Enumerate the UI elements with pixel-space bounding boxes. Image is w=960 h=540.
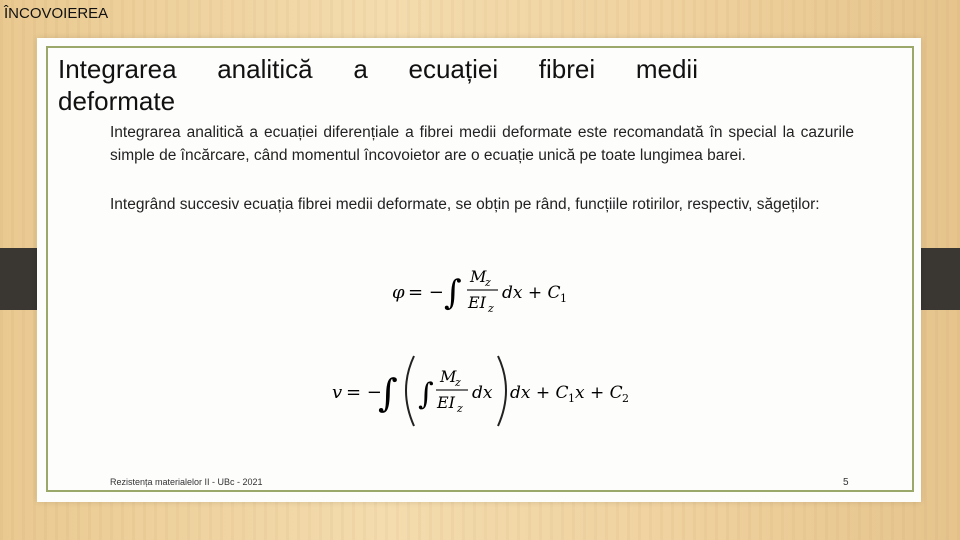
- formula2-inner-integral: ∫: [418, 377, 434, 412]
- deflection-formula: [330, 348, 650, 434]
- formula2-inner-dx: dx: [472, 383, 493, 403]
- formula1-denominator-sub: z: [488, 302, 494, 315]
- formula1-numerator-sub: z: [485, 276, 491, 289]
- formula2-outer-integral: ∫: [378, 371, 398, 415]
- formula2-right-paren: [498, 356, 506, 426]
- formula1-integral: ∫: [444, 273, 462, 313]
- formula1-dx: dx + C: [502, 283, 561, 303]
- formula2-tail2-sub: 2: [622, 392, 629, 405]
- formula2-tail2: x + C: [575, 383, 623, 403]
- paragraph-integration: Integrând succesiv ecuația fibrei medii deformate, se obțin pe rând, funcțiile rotirilor, respectiv, săgeților:: [110, 196, 820, 213]
- rotation-formula: [390, 262, 590, 322]
- slide-title: [58, 53, 698, 117]
- slide-title-line2: deformate: [58, 86, 176, 116]
- formula2-lhs: v: [332, 382, 343, 403]
- formula1-equals: = −: [408, 282, 444, 303]
- page-number: 5: [843, 477, 849, 488]
- formula1-numerator: M: [470, 267, 487, 286]
- formula2-numerator-sub: z: [455, 376, 461, 389]
- formula2-tail1-sub: 1: [568, 392, 575, 405]
- formula2-left-paren: [406, 356, 414, 426]
- slide-title-line1: Integrarea analitică a ecuației fibrei medii: [58, 54, 698, 84]
- formula2-tail1: dx + C: [510, 383, 569, 403]
- formula2-denominator: EI: [437, 393, 455, 412]
- formula1-denominator: EI: [468, 293, 486, 312]
- formula1-lhs: φ: [392, 282, 405, 303]
- formula1-const-sub: 1: [560, 292, 567, 305]
- formula2-numerator: M: [440, 367, 457, 386]
- formula2-denominator-sub: z: [457, 402, 463, 415]
- formula2-equals: = −: [346, 382, 382, 403]
- paragraph-intro: Integrarea analitică a ecuației diferențiale a fibrei medii deformate este recomandată în special la cazurile simple de încărcare, când momentul încovoietor are o ecuație unică pe toate lungimea barei.: [110, 124, 854, 164]
- footer-text: Rezistența materialelor II - UBc - 2021: [110, 477, 263, 487]
- header-title: ÎNCOVOIEREA: [4, 5, 109, 22]
